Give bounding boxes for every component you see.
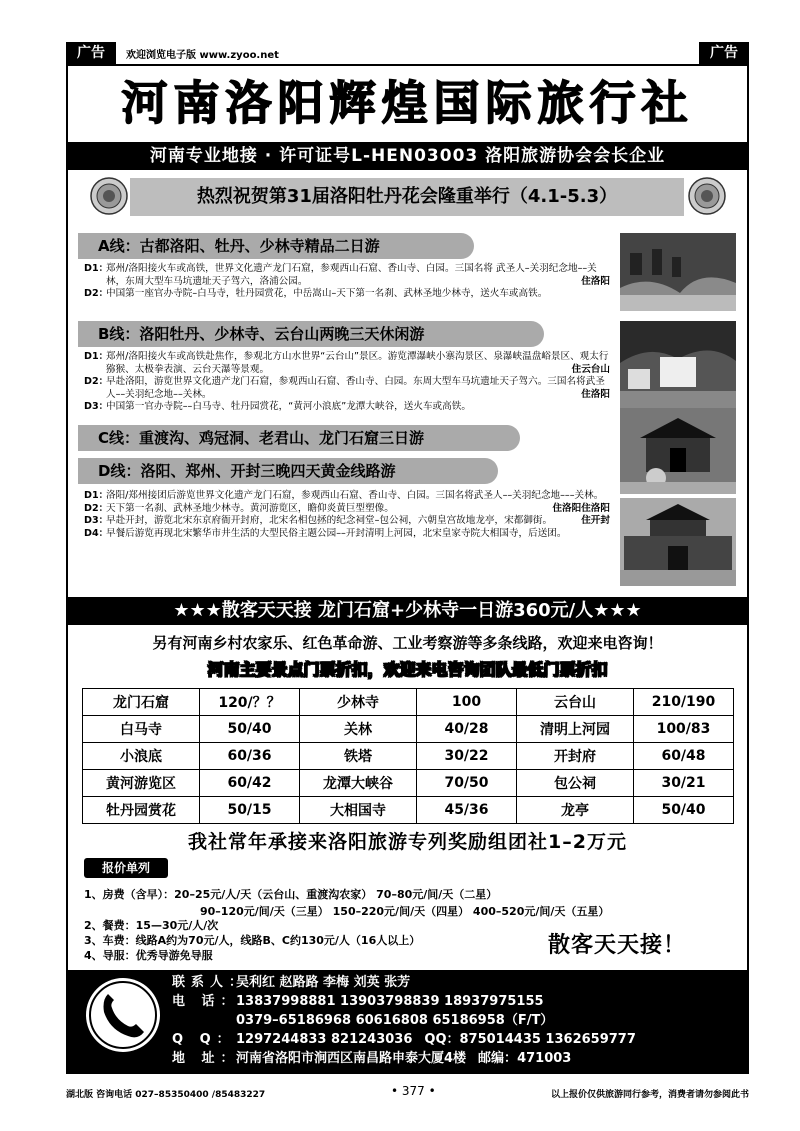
address: 河南省洛阳市涧西区南昌路申泰大厦4楼 (236, 1051, 467, 1066)
ad-tag-left: 广告 (66, 42, 116, 64)
attraction-name: 龙门石窟 (83, 689, 200, 716)
page-footer (66, 1084, 749, 1100)
ticket-price: 40/28 (417, 716, 517, 743)
table-row (83, 770, 734, 797)
waterfall-photo (620, 321, 736, 415)
page-number: • 377 • (391, 1084, 436, 1098)
longmen-grottoes-photo (620, 233, 736, 311)
fee-line-guide: 4、导服：优秀导游免导服 (84, 949, 213, 962)
other-routes-note: 另有河南乡村农家乐、红色革命游、工业考察游等多条线路，欢迎来电咨询！ (152, 634, 663, 652)
route-a-heading: A线：古都洛阳、牡丹、少林寺精品二日游 (78, 233, 474, 259)
attraction-name: 小浪底 (83, 743, 200, 770)
footer-hotline: 湖北版 咨询电话 027–85350400 /85483227 (66, 1090, 266, 1100)
ticket-price: 45/36 (417, 797, 517, 824)
attraction-name: 包公祠 (517, 770, 634, 797)
attraction-name: 关林 (300, 716, 417, 743)
table-row (83, 797, 734, 824)
route-b-heading: B线：洛阳牡丹、少林寺、云台山两晚三天休闲游 (78, 321, 544, 347)
contact-details (172, 973, 636, 1068)
itinerary-line: D3： 早赴开封，游览北宋东京府衙开封府，北宋名相包拯的纪念祠堂–包公祠，六朝皇宫故地龙亭，宋都御街。 住开封 (84, 515, 610, 526)
price-list-tag: 报价单列 (84, 858, 168, 878)
itinerary-line: D4： 早餐后游览再现北宋繁华市井生活的大型民俗主题公园––开封清明上河园，北宋皇家寺院大相国寺，后送团。 (84, 527, 567, 539)
ticket-price: 50/15 (200, 797, 300, 824)
ticket-price: 50/40 (634, 797, 734, 824)
route-b-itinerary (84, 351, 610, 414)
qq-numbers-2: 875014435 1362659777 (459, 1032, 636, 1047)
peony-flower-icon (684, 175, 730, 217)
attraction-name: 清明上河园 (517, 716, 634, 743)
ticket-price: 70/50 (417, 770, 517, 797)
peony-flower-icon (86, 175, 132, 217)
landline-numbers: 0379–65186968 60616808 65186958（F/T） (236, 1013, 554, 1028)
ticket-price: 120/？？ (200, 689, 300, 716)
attraction-name: 白马寺 (83, 716, 200, 743)
attraction-name: 龙亭 (517, 797, 634, 824)
daily-departure-slogan: 散客天天接！ (548, 933, 687, 958)
fee-line-room: 1、房费（含早）：20–25元/人/天（云台山、重渡沟农家） 70–80元/间/天（二星） (84, 888, 498, 901)
ticket-price: 30/22 (417, 743, 517, 770)
contact-phone-row: 电 话：13837998881 13903798839 18937975155 (172, 994, 544, 1009)
temple-gate-photo (620, 408, 736, 494)
ticket-price-table (82, 688, 734, 824)
itinerary-line: D1： 洛阳/郑州接团后游览世界文化遗产龙门石窟，参观西山石窟、香山寺、白园。三国名将武圣人––关羽纪念地–––关林。 住洛阳 (84, 490, 610, 514)
contact-landline-row (172, 1011, 636, 1030)
attraction-name: 云台山 (517, 689, 634, 716)
itinerary-line: D1： 郑州/洛阳接火车或高铁，世界文化遗产龙门石窟，参观西山石窟、香山寺、白园。三国名将 武圣人–关羽纪念地––关林，东周大型车马坑遗址天子驾六，洛浦公园。 住洛阳 (84, 263, 610, 287)
ticket-discount-heading: 河南主要景点门票折扣，欢迎来电咨询团队最低门票折扣 (207, 660, 608, 679)
attraction-name: 少林寺 (300, 689, 417, 716)
route-c-heading: C线：重渡沟、鸡冠洞、老君山、龙门石窟三日游 (78, 425, 520, 451)
attraction-name: 牡丹园赏花 (83, 797, 200, 824)
route-a-itinerary (84, 263, 610, 301)
mobile-numbers: 13837998881 13903798839 18937975155 (236, 994, 544, 1009)
group-reward-note: 我社常年承接来洛阳旅游专列奖励组团社1–2万元 (188, 831, 627, 853)
top-bar (66, 42, 749, 64)
ticket-price: 100 (417, 689, 517, 716)
table-row (83, 743, 734, 770)
route-d-heading: D线：洛阳、郑州、开封三晚四天黄金线路游 (78, 458, 498, 484)
attraction-name: 大相国寺 (300, 797, 417, 824)
fee-line-meal: 2、餐费：15—30元/人/次 (84, 919, 219, 932)
fee-line-transport: 3、车费：线路A约为70元/人，线路B、C约130元/人（16人以上） (84, 934, 421, 947)
daily-tour-banner: ★★★散客天天接 龙门石窟+少林寺一日游360元/人★★★ (68, 597, 747, 625)
contact-panel (68, 970, 747, 1072)
route-d-itinerary (84, 490, 610, 540)
table-row (83, 716, 734, 743)
qingming-park-photo (620, 498, 736, 586)
attraction-name: 龙潭大峡谷 (300, 770, 417, 797)
ticket-price: 30/21 (634, 770, 734, 797)
ticket-price: 100/83 (634, 716, 734, 743)
ticket-price: 210/190 (634, 689, 734, 716)
fee-line-room-hotels: 90–120元/间/天（三星） 150–220元/间/天（四星） 400–520元/间/天（五星） (200, 905, 610, 918)
attraction-name: 铁塔 (300, 743, 417, 770)
festival-banner: 热烈祝贺第31届洛阳牡丹花会隆重举行（4.1-5.3） (130, 178, 684, 216)
telephone-icon (86, 978, 160, 1052)
ad-tag-right: 广告 (699, 42, 749, 64)
contact-qq-row: Q Q：1297244833 821243036 QQ：875014435 1362659777 (172, 1032, 636, 1047)
attraction-name: 黄河游览区 (83, 770, 200, 797)
license-banner: 河南专业地接 · 许可证号L-HEN03003 洛阳旅游协会会长企业 (68, 142, 747, 170)
agency-title: 河南洛阳辉煌国际旅行社 (121, 76, 694, 130)
ticket-price: 60/42 (200, 770, 300, 797)
footer-disclaimer: 以上报价仅供旅游同行参考，消费者请勿参阅此书 (550, 1090, 749, 1100)
contact-address-row: 地 址：河南省洛阳市涧西区南昌路申泰大厦4楼 邮编：471003 (172, 1051, 572, 1066)
itinerary-line: D2： 天下第一名刹、武林圣地少林寺。黄河游览区，瞻仰炎黄巨型塑像。 住洛阳 (84, 502, 582, 514)
contact-people: 吴利红 赵路路 李梅 刘英 张芳 (236, 975, 411, 990)
ticket-price: 60/36 (200, 743, 300, 770)
contact-people-row: 联系人：吴利红 赵路路 李梅 刘英 张芳 (172, 975, 411, 990)
itinerary-line: D2： 早赴洛阳，游览世界文化遗产龙门石窟，参观西山石窟、香山寺、白园。东周大型车马坑遗址天子驾六。三国名将武圣人––关羽纪念地––关林。 住洛阳 (84, 376, 610, 400)
table-row (83, 689, 734, 716)
ticket-price: 60/48 (634, 743, 734, 770)
attraction-name: 开封府 (517, 743, 634, 770)
ticket-price: 50/40 (200, 716, 300, 743)
web-note: 欢迎浏览电子版 www.zyoo.net (126, 50, 279, 61)
itinerary-line: D3： 中国第一官办寺院––白马寺、牡丹园赏花，“黄河小浪底”龙潭大峡谷，送火车或高铁。 (84, 401, 471, 412)
itinerary-line: D2： 中国第一座官办寺院–白马寺，牡丹园赏花，中岳嵩山–天下第一名刹、武林圣地少林寺，送火车或高铁。 (84, 288, 548, 299)
postcode: 471003 (517, 1051, 572, 1066)
itinerary-line: D1： 郑州/洛阳接火车或高铁赴焦作，参观北方山水世界“云台山”景区。游览潭瀑峡小寨沟景区、泉瀑峡温盘峪景区、观太行猕猴、太极拳表演、云台天瀑等景观。 住云台山 (84, 351, 610, 375)
qq-numbers: 1297244833 821243036 (236, 1032, 413, 1047)
